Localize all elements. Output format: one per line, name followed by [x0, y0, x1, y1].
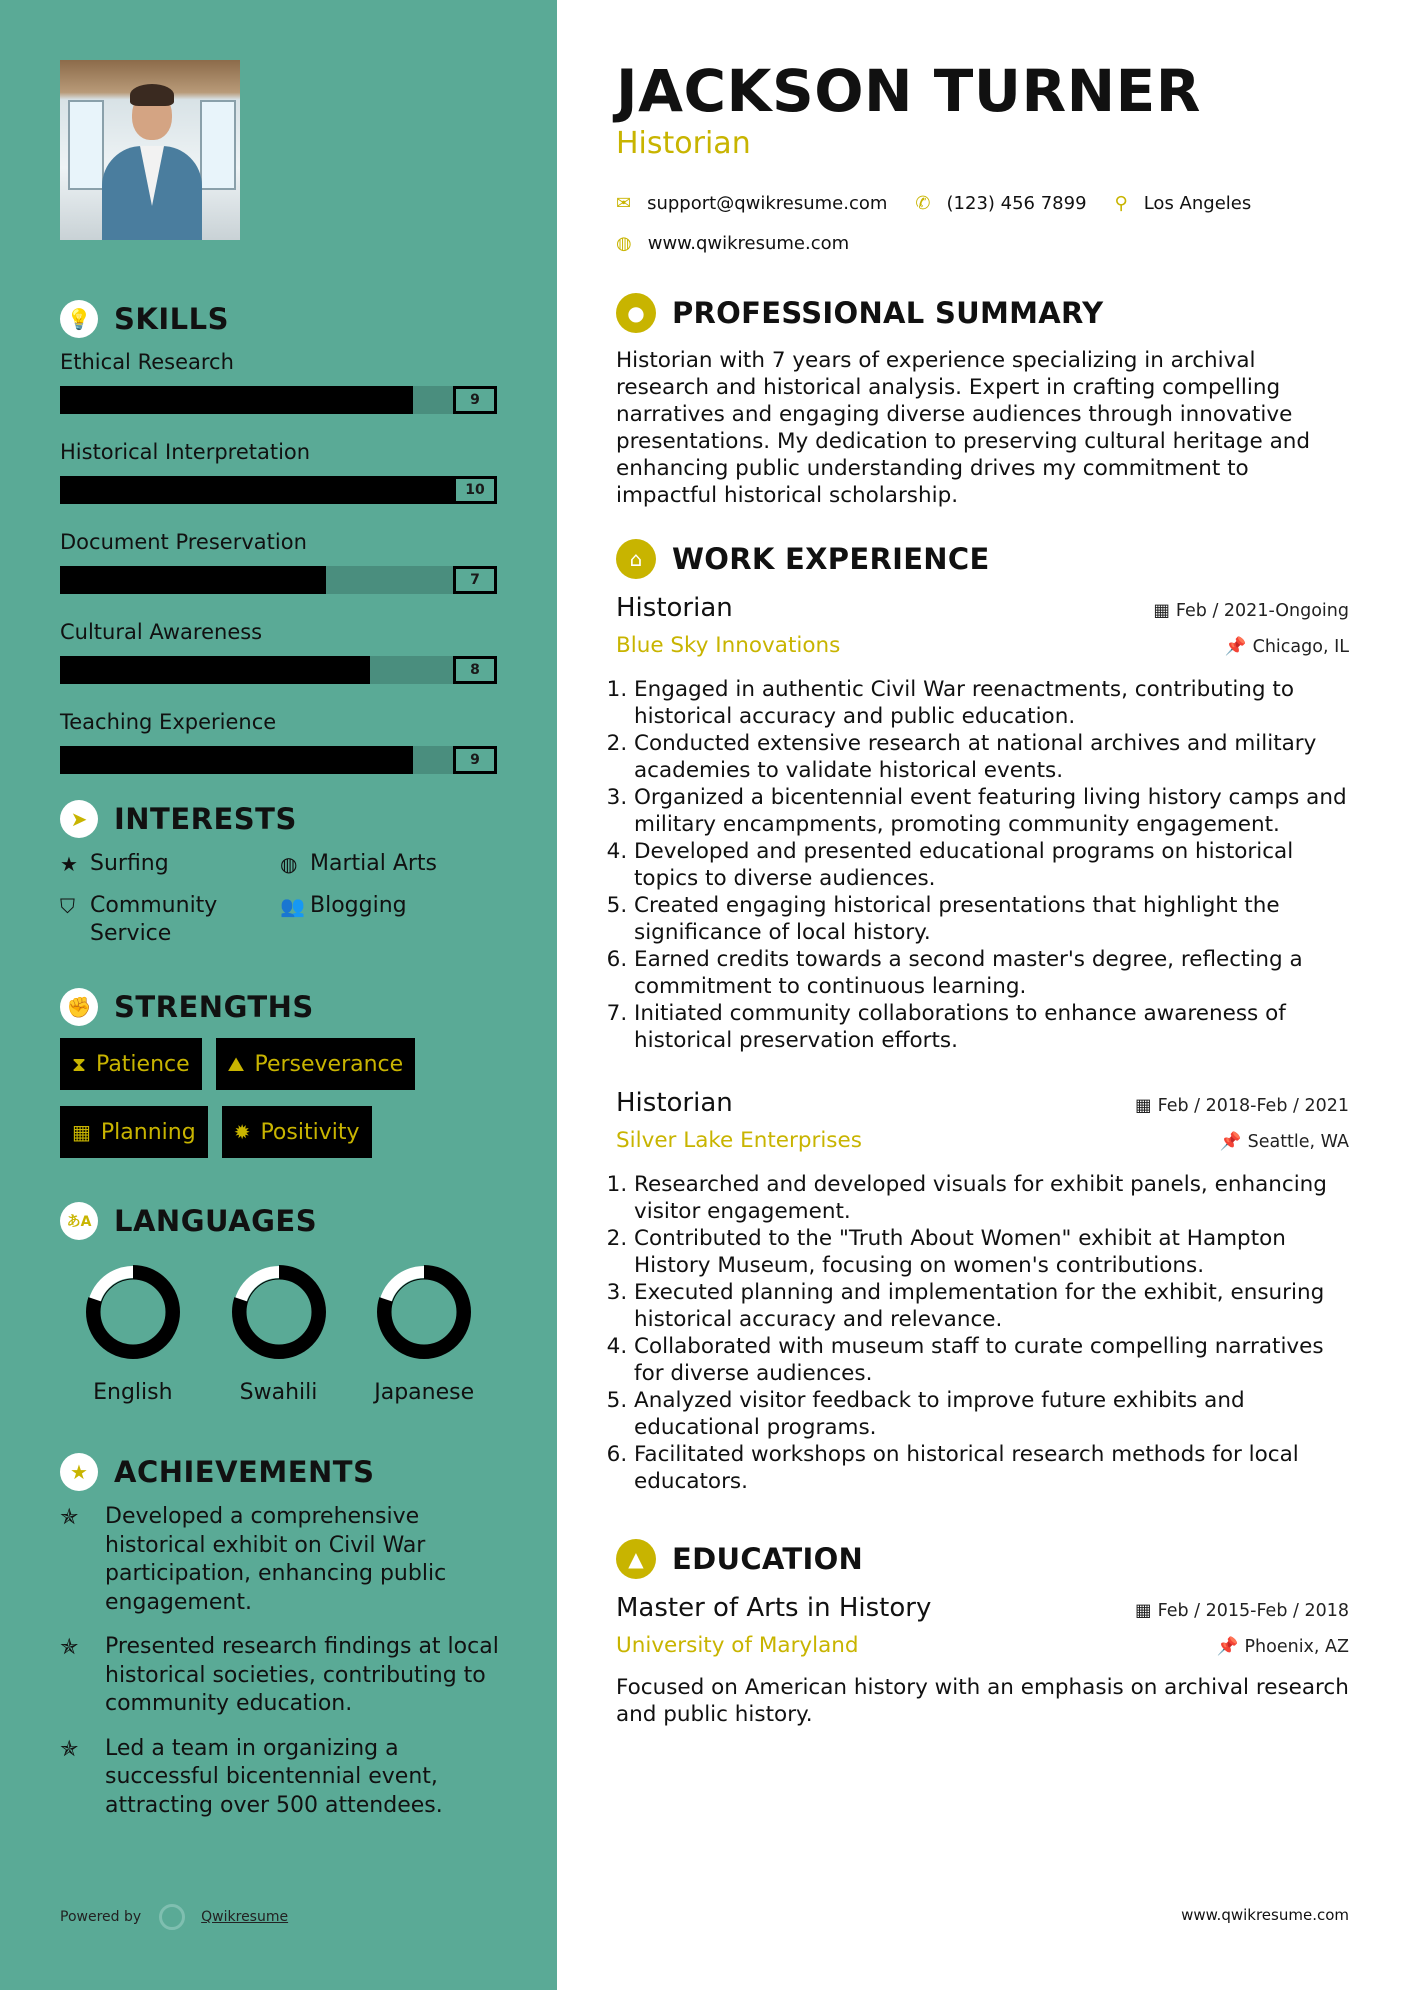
interest-item [280, 892, 497, 948]
contact-info [616, 183, 1349, 263]
summary-text: Historian with 7 years of experience specializing in archival research and historical analysis. Expert in crafting compelling narratives and engaging diverse audiences through innovative presentations. My dedication to preserving cultural heritage and enhancing public understanding drives my commitment to impactful historical scholarship. [616, 348, 1311, 508]
job-location: 📌 Seattle, WA [1219, 1132, 1349, 1152]
experience-section [616, 539, 1349, 1495]
education-location: 📌 Phoenix, AZ [1216, 1637, 1349, 1657]
calendar-icon: ▦ [1153, 601, 1170, 621]
job-location: 📌 Chicago, IL [1224, 637, 1349, 657]
calendar-icon: ▦ [72, 1120, 91, 1144]
language-name: Swahili [239, 1380, 318, 1405]
sidebar [0, 0, 557, 1990]
experience-title: WORK EXPERIENCE [672, 542, 990, 576]
job-title: Historian [616, 593, 733, 623]
education-section [616, 1539, 1349, 1728]
job-entry [616, 1088, 1349, 1495]
hiker-icon: ⛰ [227, 1052, 245, 1076]
job-bullet: 2. Conducted extensive research at national archives and military academies to validate historical events. [634, 730, 1349, 784]
skill-name: Historical Interpretation [60, 440, 311, 464]
contact-phone[interactable] [915, 183, 1086, 223]
graduate-icon: ▲ [616, 1539, 656, 1579]
achievements-section [60, 1453, 500, 1820]
job-bullet: 6. Earned credits towards a second master's degree, reflecting a commitment to continuous learning. [634, 946, 1349, 1000]
contact-location [1115, 183, 1252, 223]
interest-item [280, 850, 497, 878]
interest-label: Surfing [90, 851, 169, 876]
job-entry [616, 593, 1349, 1054]
qwikresume-link[interactable]: Qwikresume [201, 1909, 289, 1925]
calendar-icon: ▦ [1135, 1096, 1152, 1116]
skill-level: 8 [453, 656, 497, 684]
email-text: support@qwikresume.com [647, 192, 888, 214]
skill-level: 9 [453, 746, 497, 774]
skill-bar [60, 656, 497, 684]
skill-name: Teaching Experience [60, 710, 277, 734]
job-bullet: 7. Initiated community collaborations to enhance awareness of historical preservation efforts. [634, 1000, 1349, 1054]
skill-bar [60, 476, 497, 504]
job-bullet: 4. Developed and presented educational programs on historical topics to diverse audiences. [634, 838, 1349, 892]
skill-level: 9 [453, 386, 497, 414]
strengths-section [60, 988, 500, 1158]
company-name: Silver Lake Enterprises [616, 1128, 862, 1153]
education-description: Focused on American history with an emphasis on archival research and public history. [616, 1675, 1349, 1727]
school-name: University of Maryland [616, 1633, 859, 1658]
strength-badge [60, 1038, 202, 1090]
skills-section [60, 300, 497, 774]
website-text: www.qwikresume.com [647, 232, 850, 254]
strength-badge [60, 1106, 208, 1158]
shield-icon: ⛉ [60, 894, 75, 918]
interest-label: Martial Arts [310, 851, 438, 876]
job-bullet: 3. Organized a bicentennial event featuring living history camps and military encampments, promoting community engagement. [634, 784, 1349, 838]
strength-label: Positivity [260, 1119, 360, 1145]
phone-icon: ✆ [915, 192, 931, 214]
interests-title: INTERESTS [114, 802, 297, 836]
hourglass-icon: ⧗ [72, 1052, 87, 1076]
language-level-ring [231, 1264, 327, 1360]
language-ring-inner [100, 1279, 166, 1345]
pin-icon: 📌 [1216, 1637, 1239, 1657]
lightbulb-icon: 💡 [60, 300, 98, 338]
language-name: English [93, 1380, 173, 1405]
envelope-icon: ✉ [616, 192, 632, 214]
education-title: EDUCATION [672, 1542, 864, 1576]
languages-title: LANGUAGES [114, 1204, 318, 1238]
interests-section [60, 800, 497, 948]
star-badge-icon: ★ [60, 1453, 98, 1491]
language-item [351, 1264, 497, 1405]
shooting-star-icon: ✯ [60, 1505, 79, 1530]
strength-label: Patience [96, 1051, 190, 1077]
candidate-role: Historian [616, 126, 751, 161]
sun-icon: ✹ [233, 1120, 251, 1144]
globe-icon: ◍ [616, 232, 632, 254]
strengths-title: STRENGTHS [114, 990, 314, 1024]
pin-icon: 📌 [1224, 637, 1247, 657]
language-level-ring [85, 1264, 181, 1360]
job-bullet: 3. Executed planning and implementation for the exhibit, ensuring historical accuracy and relevance. [634, 1279, 1349, 1333]
skill-bar-fill [60, 476, 453, 504]
education-date: ▦ Feb / 2015-Feb / 2018 [1135, 1601, 1349, 1621]
globe-icon: ◍ [280, 852, 298, 876]
company-name: Blue Sky Innovations [616, 633, 841, 658]
language-item [60, 1264, 206, 1405]
job-date: ▦ Feb / 2021-Ongoing [1153, 601, 1349, 621]
interest-label: Community Service [90, 893, 218, 946]
job-bullet: 1. Engaged in authentic Civil War reenactments, contributing to historical accuracy and public education. [634, 676, 1349, 730]
profile-photo [60, 60, 240, 240]
map-pin-icon: ⚲ [1114, 192, 1128, 214]
summary-section [616, 293, 1349, 509]
paper-plane-icon: ➤ [60, 800, 98, 838]
job-bullet: 4. Collaborated with museum staff to curate compelling narratives for diverse audiences. [634, 1333, 1349, 1387]
skill-bar [60, 566, 497, 594]
footer-website[interactable]: www.qwikresume.com [1181, 1906, 1349, 1924]
job-bullet: 2. Contributed to the "Truth About Women" exhibit at Hampton History Museum, focusing on women's contributions. [634, 1225, 1349, 1279]
star-icon: ★ [60, 852, 78, 876]
skill-bar-fill [60, 566, 326, 594]
qwikresume-logo-icon [159, 1904, 185, 1930]
achievement-text: Developed a comprehensive historical exhibit on Civil War participation, enhancing public engagement. [105, 1504, 447, 1615]
user-icon: ● [616, 293, 656, 333]
shooting-star-icon: ✯ [60, 1736, 79, 1762]
powered-by-label: Powered by [60, 1909, 142, 1925]
skill-name: Document Preservation [60, 530, 307, 554]
location-text: Los Angeles [1143, 192, 1252, 214]
language-name: Japanese [374, 1380, 475, 1405]
calendar-icon: ▦ [1135, 1601, 1152, 1621]
job-title: Historian [616, 1088, 733, 1118]
achievement-item [60, 1503, 500, 1617]
achievements-title: ACHIEVEMENTS [114, 1455, 375, 1489]
strength-label: Perseverance [254, 1051, 404, 1077]
powered-by [60, 1904, 288, 1930]
degree-title: Master of Arts in History [616, 1593, 932, 1623]
job-date: ▦ Feb / 2018-Feb / 2021 [1135, 1096, 1349, 1116]
fist-icon: ✊ [60, 988, 98, 1026]
pin-icon: 📌 [1219, 1132, 1242, 1152]
job-bullet: 6. Facilitated workshops on historical research methods for local educators. [634, 1441, 1349, 1495]
language-ring-inner [391, 1279, 457, 1345]
contact-website[interactable] [616, 223, 849, 263]
phone-text: (123) 456 7899 [946, 192, 1087, 214]
strength-badge [216, 1038, 416, 1090]
languages-section [60, 1202, 497, 1405]
strength-label: Planning [100, 1119, 196, 1145]
skill-name: Ethical Research [60, 350, 234, 374]
skills-title: SKILLS [114, 302, 229, 336]
job-bullets [616, 676, 1349, 1054]
language-ring-inner [246, 1279, 312, 1345]
skill-bar-fill [60, 746, 413, 774]
interest-item [60, 892, 280, 948]
language-item [206, 1264, 352, 1405]
skill-level: 7 [453, 566, 497, 594]
candidate-name: JACKSON TURNER [616, 57, 1201, 125]
interest-label: Blogging [310, 893, 407, 918]
skill-bar-fill [60, 656, 370, 684]
summary-title: PROFESSIONAL SUMMARY [672, 296, 1104, 330]
job-bullets [616, 1171, 1349, 1495]
job-bullet: 1. Researched and developed visuals for exhibit panels, enhancing visitor engagement. [634, 1171, 1349, 1225]
achievement-item [60, 1633, 500, 1719]
job-bullet: 5. Created engaging historical presentations that highlight the significance of local history. [634, 892, 1349, 946]
users-icon: 👥 [280, 894, 305, 918]
achievement-item [60, 1735, 500, 1821]
achievement-text: Led a team in organizing a successful bicentennial event, attracting over 500 attendees. [105, 1735, 443, 1818]
achievement-text: Presented research findings at local historical societies, contributing to community education. [105, 1634, 499, 1716]
skill-bar-fill [60, 386, 413, 414]
chair-icon: ⌂ [616, 539, 656, 579]
contact-email[interactable] [616, 183, 887, 223]
language-level-ring [376, 1264, 472, 1360]
skill-bar [60, 386, 497, 414]
job-bullet: 5. Analyzed visitor feedback to improve future exhibits and educational programs. [634, 1387, 1349, 1441]
language-card-icon: あA [60, 1202, 98, 1240]
skill-bar [60, 746, 497, 774]
shooting-star-icon: ✯ [60, 1635, 79, 1660]
skill-level: 10 [453, 476, 497, 504]
interest-item [60, 850, 280, 878]
main-content [616, 56, 1349, 1728]
strength-badge [222, 1106, 372, 1158]
skill-name: Cultural Awareness [60, 620, 263, 644]
